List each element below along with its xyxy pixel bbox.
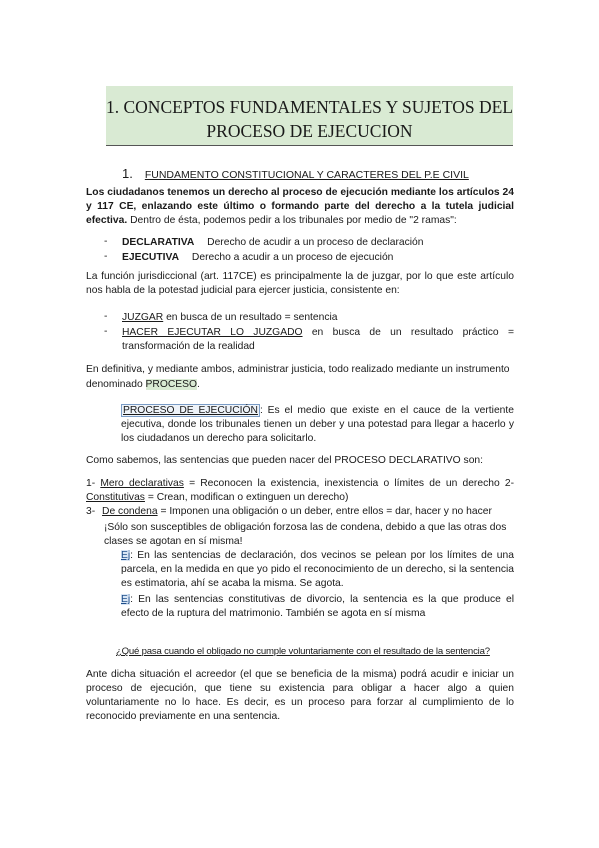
bullet-dash: - — [104, 326, 108, 337]
title-box — [106, 86, 513, 146]
definitiva-end: . — [197, 379, 200, 390]
sentencia-term: Constitutivas — [86, 492, 145, 503]
ejemplo-tag: Ej — [121, 550, 131, 561]
sentencia-desc: = Crean, modifican o extinguen un derecho) — [144, 492, 349, 503]
sentencia-condena — [86, 505, 514, 519]
accion-term: HACER EJECUTAR LO JUZGADO — [122, 327, 303, 338]
intro-tail: Dentro de ésta, podemos pedir a los tribunales por medio de "2 ramas": — [130, 215, 457, 226]
sentencias-intro: Como sabemos, las sentencias que pueden nacer del PROCESO DECLARATIVO son: — [86, 455, 484, 466]
proceso-ejecucion-definition — [121, 404, 514, 446]
sentencia-term: De condena — [102, 506, 158, 517]
rama-term: DECLARATIVA — [122, 237, 195, 248]
accion-desc: en busca de un resultado = sentencia — [163, 312, 338, 323]
section-heading — [122, 166, 469, 181]
ejemplo-text: : En las sentencias constitutivas de divorcio, la sentencia es la que produce el efecto de la ruptura del matrimonio. También se agota en sí misma — [121, 594, 514, 619]
ejemplo-declaracion — [121, 549, 514, 591]
bullet-dash: - — [104, 311, 108, 322]
pregunta-obligado: ¿Qué pasa cuando el obligado no cumple voluntariamente con el resultado de la sentencia? — [116, 646, 490, 657]
section-title: FUNDAMENTO CONSTITUCIONAL Y CARACTERES DEL P.E CIVIL — [144, 169, 469, 181]
ejemplo-constitutiva — [121, 593, 514, 621]
definitiva-paragraph — [86, 362, 514, 392]
proceso-ejecucion-text: : Es el medio que existe en el cauce de la vertiente ejecutiva, donde los tribunales tienen un deber y una potestad para llegar a hacerlo y los ciudadanos un derecho para solicitarlo. — [121, 405, 515, 444]
accion-ejecutar — [122, 326, 514, 354]
section-number: 1. — [122, 166, 133, 181]
rama-desc: Derecho a acudir a un proceso de ejecución — [191, 252, 394, 263]
rama-desc: Derecho de acudir a un proceso de declaración — [207, 237, 424, 248]
rama-declarativa — [122, 236, 512, 250]
proceso-ejecucion-term: PROCESO DE EJECUCIÓN — [123, 405, 258, 416]
sentencia-desc: = Imponen una obligación o un deber, entre ellos = dar, hacer y no hacer — [157, 506, 492, 517]
respuesta-paragraph: Ante dicha situación el acreedor (el que se beneficia de la misma) podrá acudir e iniciar un proceso de ejecución, que tiene su existencia para obligar a hacer algo a quien voluntariamente no lo hace. Es decir, es un proceso para forzar al cumplimiento de lo reconocido previamente en una sentencia. — [86, 669, 514, 722]
bullet-dash: - — [104, 236, 108, 247]
title-line-1: 1. CONCEPTOS FUNDAMENTALES Y SUJETOS DEL — [106, 97, 513, 117]
nota-agotan: ¡Sólo son susceptibles de obligación forzosa las de condena, debido a que las otras dos clases se agotan en sí misma! — [104, 522, 507, 547]
funcion-paragraph: La función jurisdiccional (art. 117CE) es principalmente la de juzgar, por lo que este artículo nos habla de la potestad judicial para ejercer justicia, consistente en: — [86, 271, 514, 296]
rama-term: EJECUTIVA — [122, 252, 180, 263]
intro-paragraph — [86, 186, 514, 228]
rama-ejecutiva — [122, 251, 512, 265]
accion-desc: en busca de un resultado práctico = transformación de la realidad — [122, 327, 514, 352]
ejemplo-text: : En las sentencias de declaración, dos vecinos se pelean por los límites de una parcela, en la medida en que yo pido el reconocimiento de un derecho, si la sentencia es estimatoria, ahí se acaba la misma. Se agota. — [121, 550, 514, 589]
sentencia-number: 2- — [504, 478, 515, 489]
sentencia-number: 3- — [86, 506, 96, 517]
definitiva-text: En definitiva, y mediante ambos, administrar justicia, todo realizado mediante un instrumento denominado — [86, 364, 510, 390]
sentencia-term: Mero declarativas — [100, 478, 184, 489]
sentencias-1-2 — [86, 477, 514, 505]
sentencia-number: 1- — [86, 478, 96, 489]
accion-juzgar — [122, 311, 514, 325]
bullet-dash: - — [104, 251, 108, 262]
title-line-2: PROCESO DE EJECUCION — [206, 121, 413, 141]
accion-term: JUZGAR — [122, 312, 164, 323]
proceso-highlight: PROCESO — [145, 379, 198, 390]
sentencia-desc: = Reconocen la existencia, inexistencia o límites de un derecho — [183, 478, 505, 489]
intro-lead: Los ciudadanos tenemos un derecho al proceso de ejecución mediante los artículos 24 y 117 CE, enlazando este último o formando parte del derecho a la tutela judicial efectiva. — [86, 187, 514, 226]
ejemplo-tag: Ej — [121, 594, 131, 605]
